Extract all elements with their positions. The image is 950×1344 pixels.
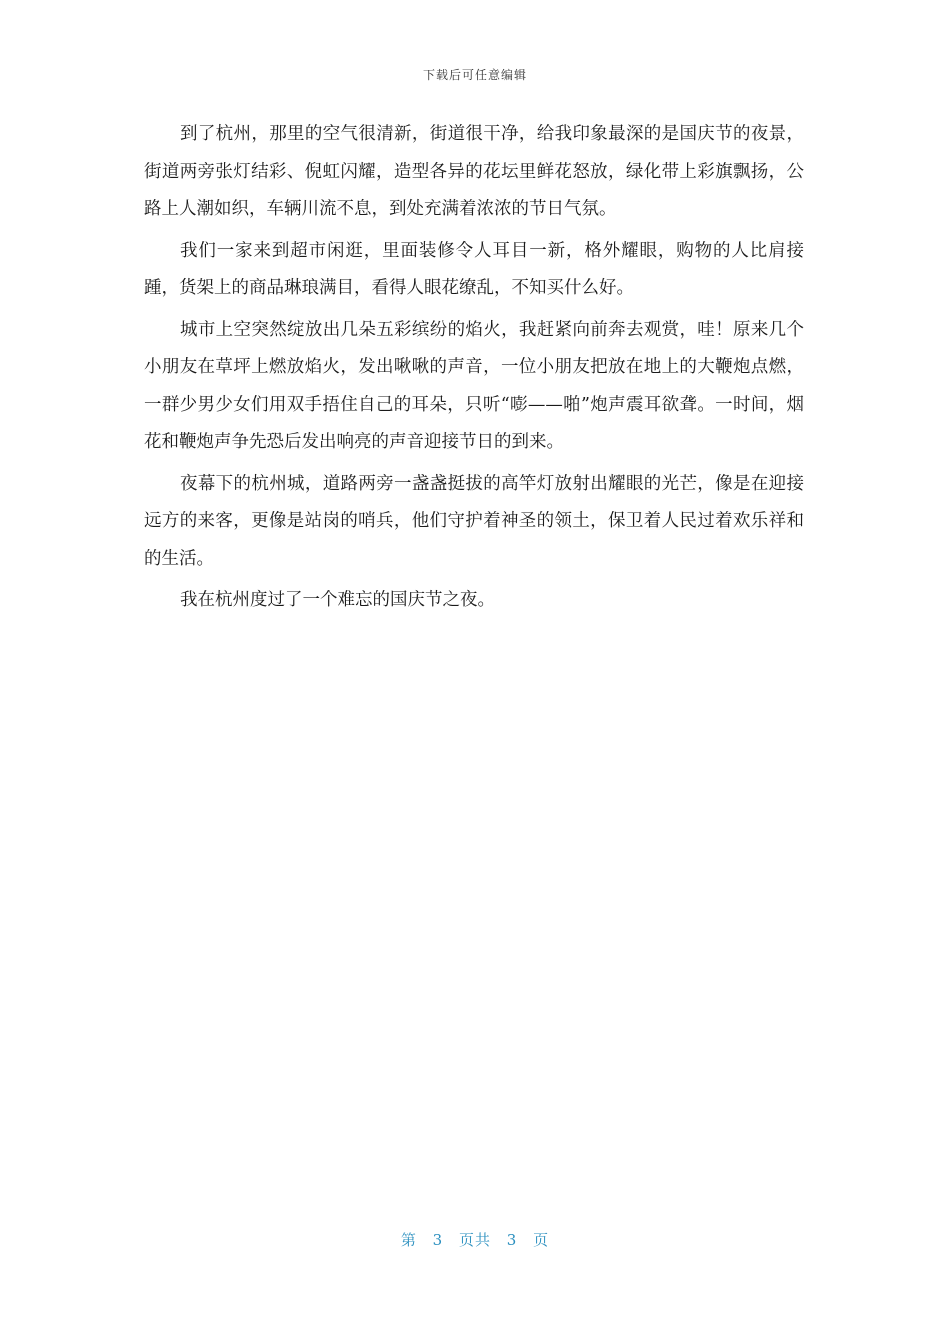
paragraph-5: 我在杭州度过了一个难忘的国庆节之夜。 bbox=[180, 590, 495, 610]
paragraph-4: 夜幕下的杭州城，道路两旁一盏盏挺拔的高竿灯放射出耀眼的光芒，像是在迎接远方的来客，更像是站岗的哨兵，他们守护着神圣的领土，保卫着人民过着欢乐祥和的生活。 bbox=[144, 473, 804, 569]
paragraph-3: 城市上空突然绽放出几朵五彩缤纷的焰火，我赶紧向前奔去观赏，哇！原来几个小朋友在草坪上燃放焰火，发出啾啾的声音，一位小朋友把放在地上的大鞭炮点燃，一群少男少女们用双手捂住自己的耳朵，只听“嘭——啪”炮声震耳欲聋。一时间，烟花和鞭炮声争先恐后发出响亮的声音迎接节日的到来。 bbox=[144, 319, 804, 452]
document-body bbox=[144, 116, 804, 624]
paragraph-1: 到了杭州，那里的空气很清新，街道很干净，给我印象最深的是国庆节的夜景，街道两旁张灯结彩、倪虹闪耀，造型各异的花坛里鲜花怒放，绿化带上彩旗飘扬，公路上人潮如织，车辆川流不息，到处充满着浓浓的节日气氛。 bbox=[144, 124, 804, 219]
paragraph-2: 我们一家来到超市闲逛，里面装修令人耳目一新，格外耀眼，购物的人比肩接踵，货架上的商品琳琅满目，看得人眼花缭乱，不知买什么好。 bbox=[144, 240, 804, 298]
page-header: 下载后可任意编辑 bbox=[422, 68, 527, 82]
page-number-footer: 第 3 页共 3 页 bbox=[400, 1231, 550, 1249]
